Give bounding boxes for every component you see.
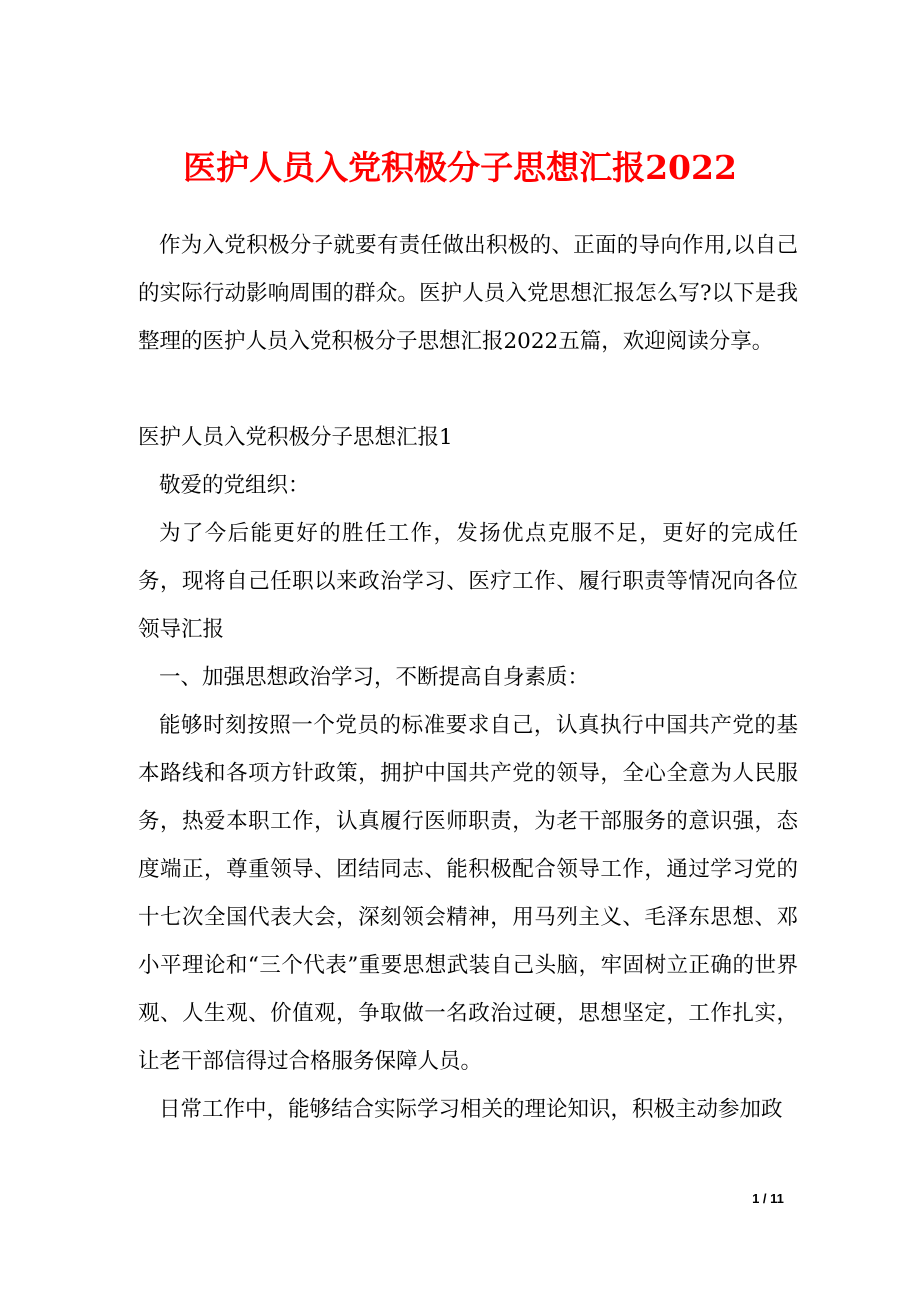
document-title: 医护人员入党积极分子思想汇报2022 [183,148,737,187]
intro-paragraph: 作为入党积极分子就要有责任做出积极的、正面的导向作用,以自己的实际行动影响周围的群众。医护人员入党思想汇报怎么写?以下是我整理的医护人员入党积极分子思想汇报2022五篇，欢迎阅读分享。 [138,233,798,354]
body-paragraph: 为了今后能更好的胜任工作，发扬优点克服不足，更好的完成任务，现将自己任职以来政治学习、医疗工作、履行职责等情况向各位领导汇报 [138,521,798,642]
salutation: 敬爱的党组织： [159,473,310,498]
document-body [138,222,798,1134]
body-paragraph: 日常工作中，能够结合实际学习相关的理论知识，积极主动参加政 [159,1097,783,1122]
page-number: 1 / 11 [752,1191,784,1206]
paragraph-spacer [138,366,798,414]
body-paragraph: 能够时刻按照一个党员的标准要求自己，认真执行中国共产党的基本路线和各项方针政策，拥护中国共产党的领导，全心全意为人民服务，热爱本职工作，认真履行医师职责，为老干部服务的意识强，态度端正，尊重领导、团结同志、能积极配合领导工作，通过学习党的十七次全国代表大会，深刻领会精神，用马列主义、毛泽东思想、邓小平理论和“三个代表”重要思想武装自己头脑，牢固树立正确的世界观、人生观、价值观，争取做一名政治过硬，思想坚定，工作扎实，让老干部信得过合格服务保障人员。 [138,713,798,1074]
body-paragraph: 一、加强思想政治学习，不断提高自身素质： [159,665,590,690]
section-heading: 医护人员入党积极分子思想汇报1 [138,425,453,450]
